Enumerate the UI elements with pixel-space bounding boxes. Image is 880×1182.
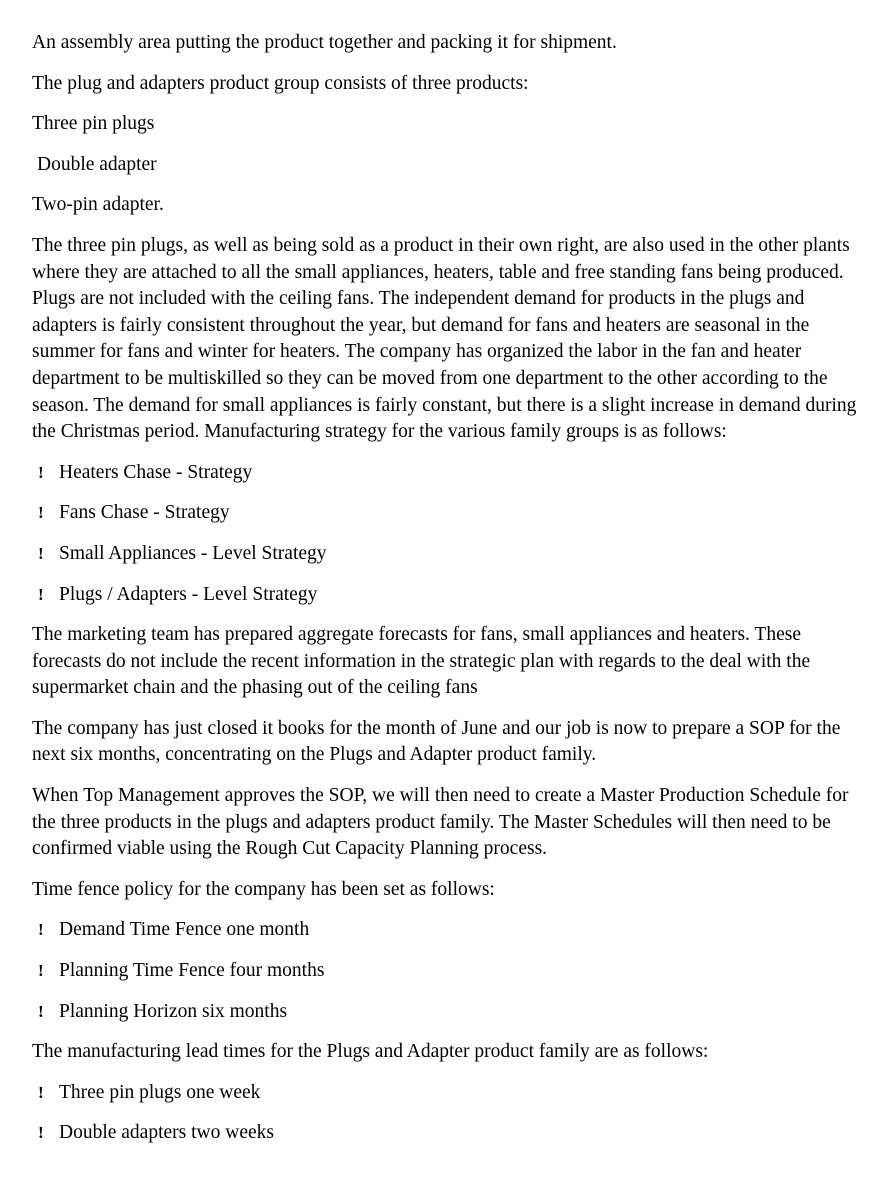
bullet-icon: ! bbox=[38, 584, 44, 604]
product-double-adapter: Double adapter bbox=[37, 153, 157, 175]
strategy-list bbox=[32, 460, 880, 608]
list-item-text: Three pin plugs one week bbox=[59, 1081, 261, 1103]
bullet-icon: ! bbox=[38, 1001, 44, 1021]
paragraph-forecasts: The marketing team has prepared aggregate forecasts for fans, small appliances and heaters. These forecasts do not include the recent information in the strategic plan with regards to the deal with the supermarket chain and the phasing out of the ceiling fans bbox=[32, 624, 811, 699]
paragraph-demand-description: The three pin plugs, as well as being sold as a product in their own right, are also used in the other plants where they are attached to all the small appliances, heaters, table and free standing fans being produced. Plugs are not included with the ceiling fans. The independent demand for products in the plugs and adapters is fairly consistent throughout the year, but demand for fans and heaters are seasonal in the summer for fans and winter for heaters. The company has organized the labor in the fan and heater department to be multiskilled so they can be moved from one department to the other according to the season. The demand for small appliances is fairly constant, but there is a slight increase in demand during the Christmas period. Manufacturing strategy for the various family groups is as follows: bbox=[32, 234, 857, 443]
bullet-icon: ! bbox=[38, 462, 44, 482]
bullet-icon: ! bbox=[38, 920, 44, 940]
bullet-icon: ! bbox=[38, 961, 44, 981]
paragraph-assembly-area: An assembly area putting the product together and packing it for shipment. bbox=[32, 32, 617, 53]
list-item bbox=[32, 1120, 880, 1147]
list-item-text: Planning Horizon six months bbox=[59, 1000, 288, 1022]
bullet-icon: ! bbox=[38, 1123, 44, 1143]
list-item-text: Plugs / Adapters - Level Strategy bbox=[59, 583, 318, 605]
product-three-pin-plugs: Three pin plugs bbox=[32, 113, 155, 135]
list-item-text: Double adapters two weeks bbox=[59, 1122, 274, 1144]
list-item-text: Heaters Chase - Strategy bbox=[59, 461, 253, 483]
lead-time-list bbox=[32, 1080, 880, 1147]
paragraph-sop: The company has just closed it books for the month of June and our job is now to prepare a SOP for the next six months, concentrating on the Plugs and Adapter product family. bbox=[32, 717, 841, 766]
bullet-icon: ! bbox=[38, 1082, 44, 1102]
paragraph-product-group: The plug and adapters product group consists of three products: bbox=[32, 72, 529, 94]
paragraph-time-fence-intro: Time fence policy for the company has been set as follows: bbox=[32, 878, 495, 900]
list-item bbox=[32, 582, 880, 609]
list-item-text: Planning Time Fence four months bbox=[59, 960, 325, 982]
list-item-text: Small Appliances - Level Strategy bbox=[59, 542, 327, 564]
list-item-text: Demand Time Fence one month bbox=[59, 919, 310, 941]
list-item bbox=[32, 500, 880, 527]
list-item bbox=[32, 999, 880, 1026]
product-two-pin-adapter: Two-pin adapter. bbox=[32, 194, 164, 216]
time-fence-list bbox=[32, 917, 880, 1025]
list-item bbox=[32, 917, 880, 944]
paragraph-lead-time-intro: The manufacturing lead times for the Plugs and Adapter product family are as follows: bbox=[32, 1041, 709, 1063]
bullet-icon: ! bbox=[38, 543, 44, 563]
list-item-text: Fans Chase - Strategy bbox=[59, 502, 230, 524]
bullet-icon: ! bbox=[38, 503, 44, 523]
list-item bbox=[32, 1080, 880, 1107]
list-item bbox=[32, 958, 880, 985]
list-item bbox=[32, 541, 880, 568]
list-item bbox=[32, 460, 880, 487]
paragraph-master-production-schedule: When Top Management approves the SOP, we will then need to create a Master Production Schedule for the three products in the plugs and adapters product family. The Master Schedules will then need to be confirmed viable using the Rough Cut Capacity Planning process. bbox=[32, 785, 849, 860]
